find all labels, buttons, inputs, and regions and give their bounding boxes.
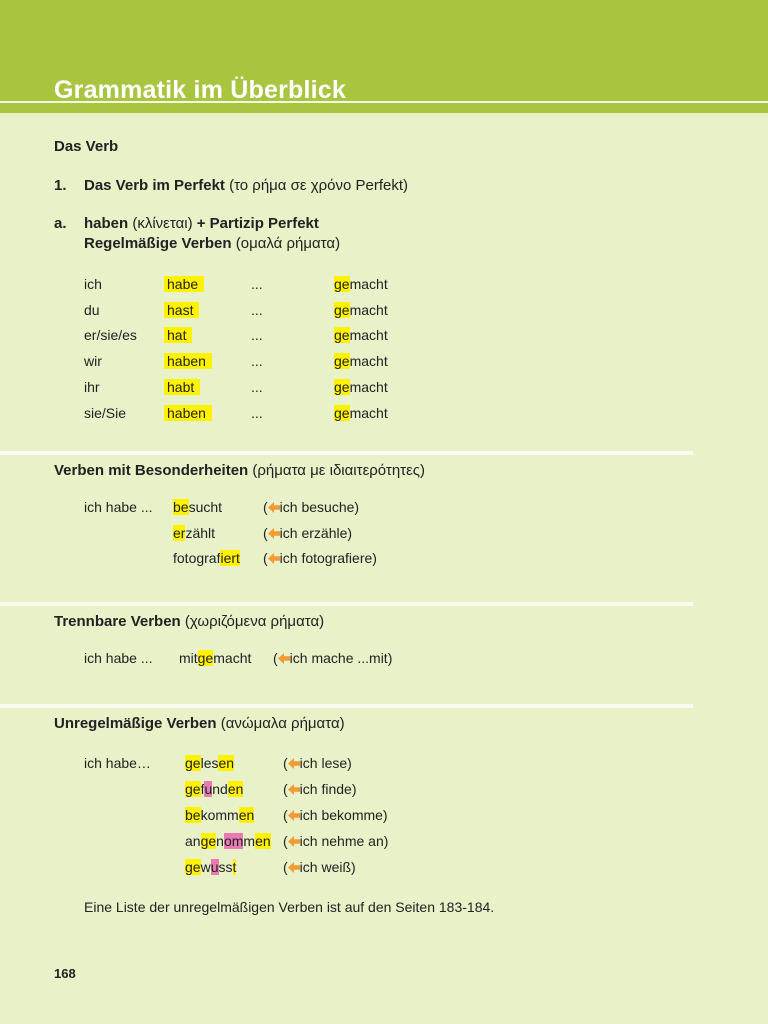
auxiliary-text: hat <box>164 327 192 343</box>
participle-prefix: ge <box>334 353 350 370</box>
verb-segment: fotograf <box>173 550 221 567</box>
special-reference <box>263 523 352 543</box>
verb-segment: macht <box>213 650 252 666</box>
verb-segment: sucht <box>188 499 223 515</box>
reference-text: ich mache ...mit) <box>289 650 393 666</box>
arrow-left-icon <box>268 502 280 513</box>
reference: ( ich nehme an) <box>283 832 389 849</box>
section-divider <box>0 704 693 708</box>
pronoun: du <box>84 301 100 318</box>
arrow-left-icon <box>288 758 300 769</box>
arrow-left-icon <box>288 784 300 795</box>
ellipsis: ... <box>251 301 263 318</box>
irregular-reference <box>283 857 356 877</box>
separable-lead: ich habe ... <box>84 650 153 666</box>
verb-segment: mit <box>179 650 198 666</box>
arrow-left-icon <box>268 528 280 539</box>
irregular-verb <box>185 805 254 825</box>
participle-stem: macht <box>349 276 388 292</box>
regular-heading-line2 <box>84 235 340 252</box>
reference: ( ich mache ...mit) <box>273 650 393 666</box>
participle <box>334 403 388 423</box>
arrow-left-icon <box>288 836 300 847</box>
participle-stem: macht <box>349 327 388 344</box>
special-lead: ich habe ... <box>84 499 153 515</box>
ellipsis: ... <box>251 327 263 344</box>
haben-note: (κλίνεται) <box>128 215 197 232</box>
auxiliary-verb <box>164 300 199 320</box>
perfekt-heading-rest: (το ρήμα σε χρόνο Perfekt) <box>224 177 409 194</box>
reference: ( ich erzähle) <box>263 524 353 541</box>
reference-text: ich bekomme) <box>299 806 388 823</box>
participle-prefix: ge <box>334 378 350 395</box>
auxiliary-verb <box>164 325 192 345</box>
auxiliary-text: hast <box>164 302 199 318</box>
verb-segment: les <box>200 755 219 771</box>
ellipsis: ... <box>251 378 263 395</box>
participle <box>334 377 388 397</box>
verb-segment: be <box>185 806 201 823</box>
reference-text: ich nehme an) <box>299 832 389 849</box>
pronoun: wir <box>84 353 102 370</box>
reference-text: ich lese) <box>299 755 352 771</box>
participle-stem: macht <box>349 301 388 318</box>
participle-stem: macht <box>349 404 388 421</box>
irregular-reference <box>283 831 388 851</box>
special-reference <box>263 548 377 568</box>
reference: ( ich fotografiere) <box>263 550 377 567</box>
regular-verbs-note: (ομαλά ρήματα) <box>231 235 341 252</box>
irregular-lead: ich habe… <box>84 755 151 771</box>
verb-segment: en <box>238 806 255 823</box>
regular-heading-line1 <box>84 215 319 232</box>
verb-segment: t <box>232 858 237 875</box>
verb-segment: om <box>223 832 244 849</box>
reference: ( ich finde) <box>283 780 357 797</box>
auxiliary-text: habe <box>164 276 204 292</box>
auxiliary-verb <box>164 274 204 294</box>
verb-segment: f <box>200 780 205 797</box>
page-number: 168 <box>54 966 76 981</box>
participle-prefix: ge <box>334 327 350 344</box>
reference: ( ich bekomme) <box>283 806 388 823</box>
reference: ( ich weiß) <box>283 858 356 875</box>
section-divider <box>0 602 693 606</box>
verb-segment: en <box>218 755 235 771</box>
section-heading-verb: Das Verb <box>54 138 119 155</box>
special-verb <box>173 548 240 568</box>
reference: ( ich besuche) <box>263 499 360 515</box>
arrow-left-icon <box>288 810 300 821</box>
pronoun: ihr <box>84 378 100 395</box>
verb-segment: en <box>227 780 244 797</box>
item-number-1: 1. <box>54 177 67 194</box>
pronoun: ich <box>84 276 102 292</box>
special-verb <box>173 523 215 543</box>
separable-verbs-heading <box>54 613 324 630</box>
special-verbs-bold: Verben mit Besonderheiten <box>54 462 249 479</box>
arrow-left-icon <box>278 653 290 664</box>
irregular-verbs-bold: Unregelmäßige Verben <box>54 715 217 732</box>
irregular-reference <box>283 753 352 773</box>
irregular-verb <box>185 857 236 877</box>
participle <box>334 325 388 345</box>
separable-reference <box>273 648 392 668</box>
special-reference <box>263 497 359 517</box>
participle-stem: macht <box>349 378 388 395</box>
reference: ( ich lese) <box>283 755 352 771</box>
auxiliary-verb <box>164 403 212 423</box>
irregular-verbs-note: (ανώμαλα ρήματα) <box>216 715 345 732</box>
verb-segment: nd <box>212 780 228 797</box>
verb-segment: zählt <box>185 524 216 541</box>
arrow-left-icon <box>268 553 280 564</box>
auxiliary-text: habt <box>164 379 200 395</box>
special-verb <box>173 497 222 517</box>
reference-text: ich erzähle) <box>279 524 353 541</box>
verb-segment: n <box>216 832 224 849</box>
verb-segment: u <box>204 780 213 797</box>
reference-text: ich fotografiere) <box>279 550 377 567</box>
reference-text: ich weiß) <box>299 858 356 875</box>
ellipsis: ... <box>251 353 263 370</box>
perfekt-heading-bold: Das Verb im Perfekt <box>84 177 225 194</box>
auxiliary-verb <box>164 377 200 397</box>
pronoun: sie/Sie <box>84 404 127 421</box>
verb-segment: be <box>173 499 189 515</box>
verb-segment: ge <box>200 832 217 849</box>
haben-label: haben <box>84 215 129 232</box>
section-divider <box>0 451 693 455</box>
regular-verbs-label: Regelmäßige Verben <box>84 235 232 252</box>
irregular-reference <box>283 779 356 799</box>
special-verbs-note: (ρήματα με ιδιαιτερότητες) <box>248 462 426 479</box>
verb-segment: ss <box>218 858 233 875</box>
verb-segment: ge <box>197 650 214 666</box>
separable-verbs-note: (χωριζόμενα ρήματα) <box>180 613 325 630</box>
verb-segment: komm <box>200 806 239 823</box>
verb-segment: u <box>210 858 219 875</box>
ellipsis: ... <box>251 404 263 421</box>
pronoun: er/sie/es <box>84 327 137 344</box>
verb-segment: en <box>255 832 271 849</box>
irregular-list-note: Eine Liste der unregelmäßigen Verben ist auf den Seiten 183-184. <box>84 899 495 915</box>
irregular-reference <box>283 805 388 825</box>
separable-verb <box>179 648 251 668</box>
participle-prefix: ge <box>334 276 350 292</box>
auxiliary-text: haben <box>164 405 212 421</box>
page-title: Grammatik im Überblick <box>54 76 347 104</box>
partizip-label: + Partizip Perfekt <box>196 215 319 232</box>
verb-segment: ge <box>185 780 201 797</box>
arrow-left-icon <box>288 862 300 873</box>
participle <box>334 351 388 371</box>
item-letter-a: a. <box>54 215 67 232</box>
reference-text: ich finde) <box>299 780 357 797</box>
verb-segment: er <box>173 524 186 541</box>
special-verbs-heading <box>54 462 425 479</box>
verb-segment: an <box>185 832 201 849</box>
verb-segment: ge <box>185 755 201 771</box>
auxiliary-text: haben <box>164 353 212 369</box>
irregular-verb <box>185 753 234 773</box>
auxiliary-verb <box>164 351 212 371</box>
participle-prefix: ge <box>334 301 350 318</box>
verb-segment: m <box>243 832 256 849</box>
verb-segment: ge <box>185 858 201 875</box>
verb-segment: w <box>200 858 211 875</box>
separable-verbs-bold: Trennbare Verben <box>54 613 181 630</box>
irregular-verb <box>185 831 271 851</box>
irregular-verb <box>185 779 243 799</box>
ellipsis: ... <box>251 276 263 292</box>
participle <box>334 300 388 320</box>
perfekt-heading <box>84 177 408 194</box>
irregular-verbs-heading <box>54 715 345 732</box>
participle-prefix: ge <box>334 404 350 421</box>
participle-stem: macht <box>349 353 388 370</box>
verb-segment: iert <box>220 550 240 567</box>
participle <box>334 274 388 294</box>
reference-text: ich besuche) <box>279 499 360 515</box>
